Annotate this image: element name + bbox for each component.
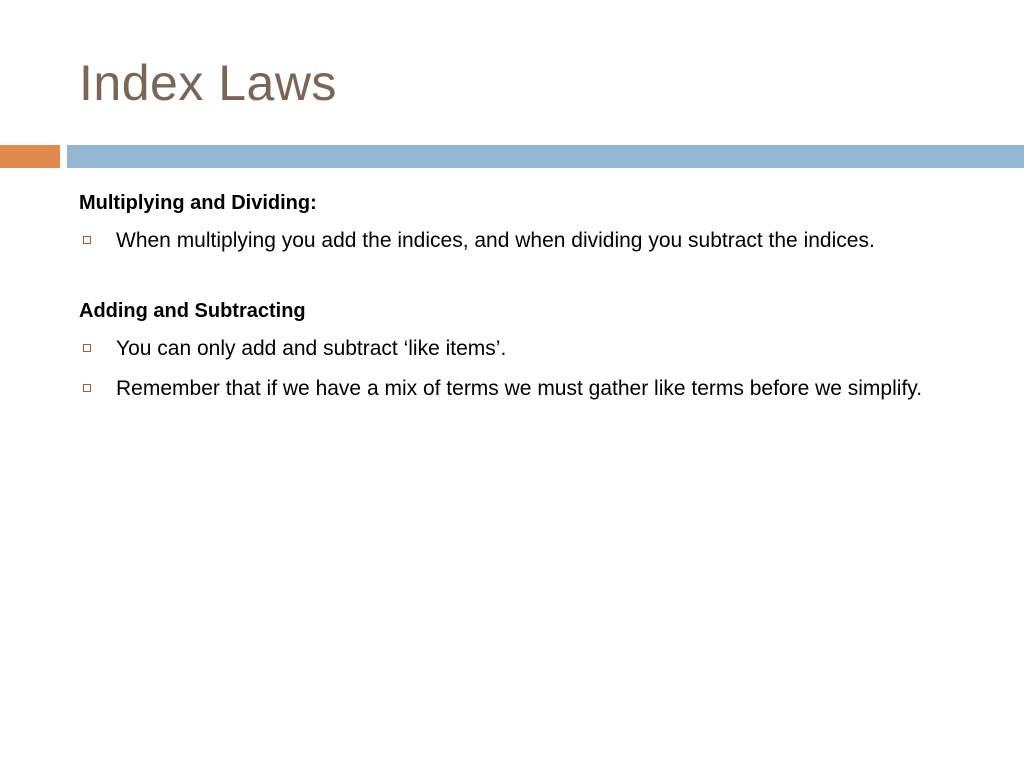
square-bullet-icon [83,344,91,352]
accent-bar-orange [0,145,60,168]
square-bullet-icon [83,236,91,244]
bullet-text: You can only add and subtract ‘like items’. [116,337,507,360]
section-heading-multiplying: Multiplying and Dividing: [79,192,317,214]
spacer [79,258,979,296]
section-heading-adding: Adding and Subtracting [79,300,306,322]
slide-content [79,188,979,406]
slide-title: Index Laws [79,55,337,111]
square-bullet-icon [83,384,91,392]
bullet-text: When multiplying you add the indices, and when dividing you subtract the indices. [116,229,875,252]
accent-bar-blue [67,145,1024,168]
bullet-text: Remember that if we have a mix of terms we must gather like terms before we simplify. [116,377,923,400]
bullet-item [79,224,979,258]
bullet-item [79,332,979,366]
bullet-item [79,372,979,406]
